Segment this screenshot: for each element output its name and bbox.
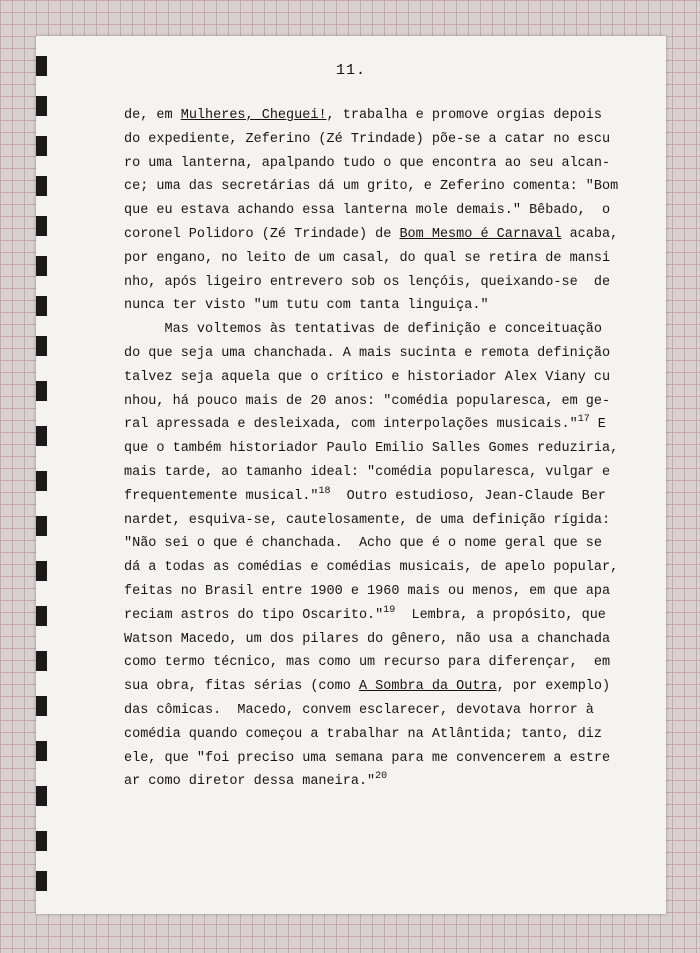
page-number: 11. <box>335 62 366 79</box>
text-line <box>124 461 636 485</box>
text-line <box>124 723 636 747</box>
text-segment: talvez seja aquela que o crítico e historiador Alex Viany cu <box>124 369 611 385</box>
text-line <box>124 699 636 723</box>
text-segment: do que seja uma chanchada. A mais sucinta e remota definição <box>124 345 611 361</box>
text-line <box>124 747 636 771</box>
binding-hole <box>36 296 47 316</box>
text-line <box>124 223 636 247</box>
binding-hole <box>36 606 47 626</box>
text-segment: ro uma lanterna, apalpando tudo o que encontra ao seu alcan- <box>124 155 611 171</box>
binding-hole <box>36 96 47 116</box>
binding-hole <box>36 216 47 236</box>
footnote-marker: 18 <box>318 485 331 497</box>
text-segment: que o também historiador Paulo Emilio Salles Gomes reduziria, <box>124 441 619 457</box>
text-segment: de, em <box>124 108 181 123</box>
text-segment: nho, após ligeiro entrevero sob os lençóis, queixando-se de <box>124 274 611 290</box>
text-line <box>124 580 636 604</box>
text-segment: ce; uma das secretárias dá um grito, e Zeferino comenta: "Bom <box>124 179 619 195</box>
text-line <box>124 366 636 390</box>
text-line <box>124 413 636 437</box>
binding-hole <box>36 831 47 851</box>
text-line <box>124 390 636 414</box>
text-segment: das cômicas. Macedo, convem esclarecer, devotava horror à <box>124 702 594 718</box>
film-title: Bom Mesmo é Carnaval <box>399 226 562 242</box>
text-segment: comédia quando começou a trabalhar na Atlântida; tanto, diz <box>124 726 602 742</box>
text-line <box>124 318 636 342</box>
text-line <box>124 485 636 509</box>
text-line <box>124 628 636 652</box>
text-segment: frequentemente musical." <box>124 488 319 504</box>
binding-hole <box>36 256 47 276</box>
text-segment: feitas no Brasil entre 1900 e 1960 mais ou menos, em que apa <box>124 583 611 599</box>
text-line <box>124 104 636 128</box>
binding-hole <box>36 696 47 716</box>
text-line <box>124 271 636 295</box>
binding-hole <box>36 561 47 581</box>
text-line <box>124 342 636 366</box>
text-segment: Mas voltemos às tentativas de definição e conceituação <box>124 322 602 338</box>
text-line <box>124 294 636 318</box>
binding-hole <box>36 426 47 446</box>
text-segment: por engano, no leito de um casal, do qual se retira de mansi <box>124 250 611 266</box>
binding-hole <box>36 136 47 156</box>
text-line <box>124 604 636 628</box>
film-title: Mulheres, Cheguei! <box>180 108 327 123</box>
text-segment: dá a todas as comédias e comédias musicais, de apelo popular, <box>124 560 619 576</box>
footnote-marker: 17 <box>577 414 590 426</box>
text-segment: coronel Polidoro (Zé Trindade) de <box>124 226 400 242</box>
binding-hole <box>36 651 47 671</box>
text-segment: E <box>589 417 606 433</box>
text-segment: nunca ter visto "um tutu com tanta linguiça." <box>124 298 489 314</box>
binding-hole <box>36 381 47 401</box>
binding-hole <box>36 471 47 491</box>
binding-hole <box>36 516 47 536</box>
text-segment: ral apressada e desleixada, com interpolações musicais." <box>124 417 578 433</box>
text-segment: mais tarde, ao tamanho ideal: "comédia popularesca, vulgar e <box>124 464 611 480</box>
text-segment: , trabalha e promove orgias depois <box>326 108 602 123</box>
footnote-marker: 20 <box>375 771 388 783</box>
text-segment: ele, que "foi preciso uma semana para me convencerem a estre <box>124 750 611 766</box>
text-segment: nhou, há pouco mais de 20 anos: "comédia popularesca, em ge- <box>124 393 611 409</box>
text-segment: do expediente, Zeferino (Zé Trindade) põe-se a catar no escu <box>124 131 611 147</box>
binding-hole <box>36 786 47 806</box>
text-line <box>124 247 636 271</box>
text-segment: Lembra, a propósito, que <box>395 607 606 623</box>
binding-hole <box>36 336 47 356</box>
binding-hole <box>36 176 47 196</box>
text-line <box>124 770 636 794</box>
text-segment: que eu estava achando essa lanterna mole demais." Bêbado, o <box>124 203 611 219</box>
footnote-marker: 19 <box>383 604 396 616</box>
text-line <box>124 152 636 176</box>
text-line <box>124 509 636 533</box>
text-segment: acaba, <box>561 226 619 242</box>
text-segment: Watson Macedo, um dos pilares do gênero, não usa a chanchada <box>124 631 611 647</box>
text-line <box>124 437 636 461</box>
text-segment: sua obra, fitas sérias (como <box>124 679 359 695</box>
text-line <box>124 128 636 152</box>
text-line <box>124 556 636 580</box>
binding-holes <box>36 36 50 914</box>
text-segment: como termo técnico, mas como um recurso para diferençar, em <box>124 655 611 671</box>
text-segment: reciam astros do tipo Oscarito." <box>124 607 384 623</box>
body-text <box>124 104 636 794</box>
text-segment: nardet, esquiva-se, cautelosamente, de uma definição rígida: <box>124 512 611 528</box>
binding-hole <box>36 871 47 891</box>
text-segment: ar como diretor dessa maneira." <box>124 774 376 790</box>
film-title: A Sombra da Outra <box>358 679 497 695</box>
text-line <box>124 651 636 675</box>
text-line <box>124 199 636 223</box>
text-line <box>124 175 636 199</box>
text-segment: "Não sei o que é chanchada. Acho que é o nome geral que se <box>124 536 602 552</box>
binding-hole <box>36 741 47 761</box>
text-segment: , por exemplo) <box>496 679 611 695</box>
text-line <box>124 675 636 699</box>
text-segment: Outro estudioso, Jean-Claude Ber <box>330 488 606 504</box>
text-line <box>124 532 636 556</box>
typewritten-page <box>36 36 666 914</box>
